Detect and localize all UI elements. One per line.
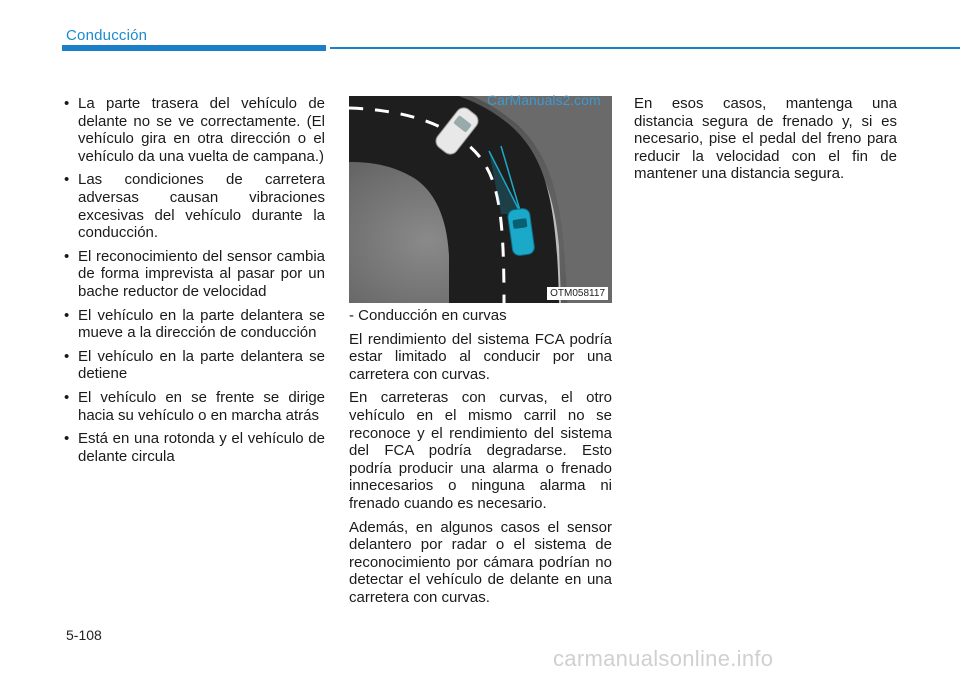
list-item: • El vehículo en se frente se dirige hacia su vehículo o en marcha atrás (62, 389, 325, 424)
page-number: 5-108 (66, 627, 102, 643)
right-column (634, 95, 897, 189)
list-item: • Las condiciones de carretera adversas causan vibraciones excesivas del vehículo durante la conducción. (62, 171, 325, 241)
header-rule-thick (62, 45, 326, 51)
watermark: CarManuals2.com (487, 92, 601, 108)
list-item: • La parte trasera del vehículo de delante no se ve correctamente. (El vehículo gira en otra dirección o el vehículo da una vuelta de campana.) (62, 95, 325, 165)
subheading: - Conducción en curvas (349, 307, 507, 324)
list-item: • El vehículo en la parte delantera se mueve a la dirección de conducción (62, 307, 325, 342)
figure-label: OTM058117 (547, 287, 608, 300)
list-item: • El vehículo en la parte delantera se detiene (62, 348, 325, 383)
paragraph: En carreteras con curvas, el otro vehículo en el mismo carril no se reconoce y el rendimiento del sistema del FCA podría degradarse. Esto podría producir una alarma o frenado innecesarios o ninguna alarma ni frenado cuando es necesario. (349, 389, 612, 512)
section-title: Conducción (66, 27, 148, 44)
list-item: • Está en una rotonda y el vehículo de delante circula (62, 430, 325, 465)
left-column (62, 95, 325, 471)
curve-road-illustration (349, 96, 612, 303)
middle-column (349, 307, 612, 613)
site-watermark: carmanualsonline.info (553, 646, 774, 671)
paragraph: En esos casos, mantenga una distancia segura de frenado y, si es necesario, pise el pedal del freno para reducir la velocidad con el fin de mantener una distancia segura. (634, 95, 897, 183)
road-diagram (349, 96, 612, 303)
bullet-list (62, 95, 325, 465)
header-rule-thin (330, 47, 960, 49)
paragraph: Además, en algunos casos el sensor delantero por radar o el sistema de reconocimiento por cámara podrían no detectar el vehículo de delante en una carretera con curvas. (349, 518, 612, 606)
paragraph: El rendimiento del sistema FCA podría estar limitado al conducir por una carretera con curvas. (349, 330, 612, 383)
list-item: • El reconocimiento del sensor cambia de forma imprevista al pasar por un bache reductor de velocidad (62, 248, 325, 301)
